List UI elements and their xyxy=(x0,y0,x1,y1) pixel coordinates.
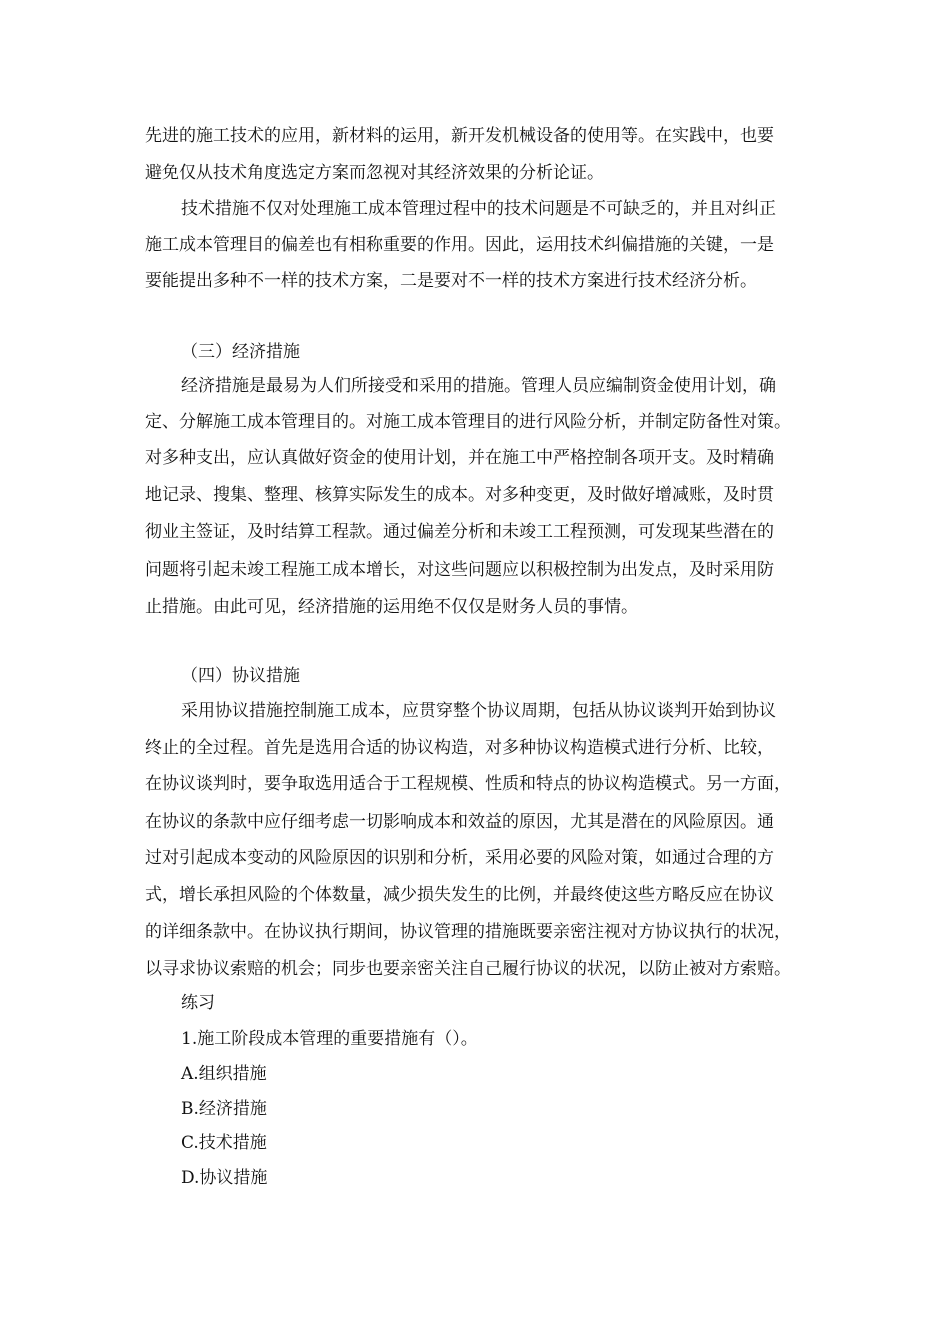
text-line: 经济措施是最易为人们所接受和采用的措施。管理人员应编制资金使用计划，确 xyxy=(181,376,776,396)
answer-option-c: C.技术措施 xyxy=(181,1133,267,1153)
answer-option-d: D.协议措施 xyxy=(181,1168,268,1188)
section-heading-contract: （四）协议措施 xyxy=(181,666,300,686)
text-line: 避免仅从技术角度选定方案而忽视对其经济效果的分析论证。 xyxy=(145,163,604,183)
text-line: 先进的施工技术的应用，新材料的运用，新开发机械设备的使用等。在实践中，也要 xyxy=(145,126,774,146)
exercise-label: 练习 xyxy=(181,993,215,1013)
text-line: 以寻求协议索赔的机会；同步也要亲密关注自己履行协议的状况，以防止被对方索赔。 xyxy=(145,959,791,979)
text-line: 定、分解施工成本管理目的。对施工成本管理目的进行风险分析，并制定防备性对策。 xyxy=(145,412,791,432)
text-line: 止措施。由此可见，经济措施的运用绝不仅仅是财务人员的事情。 xyxy=(145,597,638,617)
text-line: 要能提出多种不一样的技术方案，二是要对不一样的技术方案进行技术经济分析。 xyxy=(145,271,757,291)
answer-option-b: B.经济措施 xyxy=(181,1099,267,1119)
text-line: 技术措施不仅对处理施工成本管理过程中的技术问题是不可缺乏的，并且对纠正 xyxy=(181,199,776,219)
text-line: 问题将引起未竣工程施工成本增长，对这些问题应以积极控制为出发点，及时采用防 xyxy=(145,560,774,580)
text-line: 地记录、搜集、整理、核算实际发生的成本。对多种变更，及时做好增减账，及时贯 xyxy=(145,485,774,505)
text-line: 在协议的条款中应仔细考虑一切影响成本和效益的原因，尤其是潜在的风险原因。通 xyxy=(145,812,774,832)
text-line: 终止的全过程。首先是选用合适的协议构造，对多种协议构造模式进行分析、比较， xyxy=(145,738,774,758)
text-line: 在协议谈判时，要争取选用适合于工程规模、性质和特点的协议构造模式。另一方面， xyxy=(145,774,791,794)
text-line: 采用协议措施控制施工成本，应贯穿整个协议周期，包括从协议谈判开始到协议 xyxy=(181,701,776,721)
text-line: 施工成本管理目的偏差也有相称重要的作用。因此，运用技术纠偏措施的关键，一是 xyxy=(145,235,774,255)
text-line: 彻业主签证，及时结算工程款。通过偏差分析和未竣工工程预测，可发现某些潜在的 xyxy=(145,522,774,542)
text-line: 式，增长承担风险的个体数量，减少损失发生的比例，并最终使这些方略反应在协议 xyxy=(145,885,774,905)
text-line: 的详细条款中。在协议执行期间，协议管理的措施既要亲密注视对方协议执行的状况， xyxy=(145,922,791,942)
text-line: 对多种支出，应认真做好资金的使用计划，并在施工中严格控制各项开支。及时精确 xyxy=(145,448,774,468)
text-line: 过对引起成本变动的风险原因的识别和分析，采用必要的风险对策，如通过合理的方 xyxy=(145,848,774,868)
answer-option-a: A.组织措施 xyxy=(181,1064,267,1084)
section-heading-economic: （三）经济措施 xyxy=(181,342,300,362)
exercise-question: 1.施工阶段成本管理的重要措施有（）。 xyxy=(181,1029,478,1049)
